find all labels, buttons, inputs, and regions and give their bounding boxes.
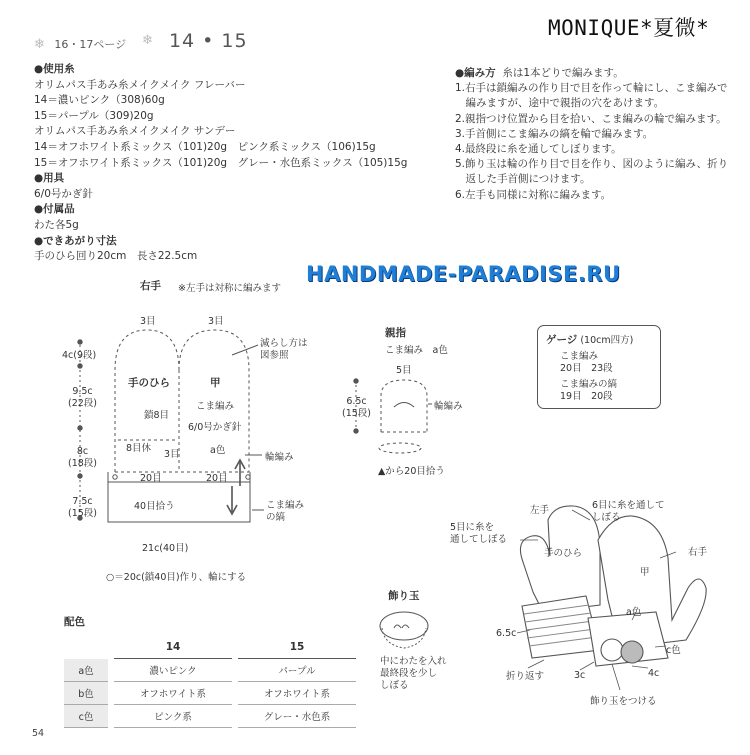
pompom-title: 飾り玉 (388, 590, 420, 602)
top-stitches-left: 3目 (140, 316, 156, 327)
cast-on-note: ○＝20c(鎖40目)作り、輪にする (106, 572, 247, 583)
table-row (64, 659, 359, 682)
tools-value: 6/0号かぎ針 (34, 187, 93, 200)
row-label: b色 (64, 682, 111, 705)
dim-value: 7.5c (72, 496, 93, 507)
yarn-line: オリムパス手あみ糸メイクメイク サンデー (34, 125, 236, 138)
color-table-title: 配色 (64, 616, 85, 628)
gauge-unit: (10cm四方) (580, 335, 634, 346)
mitten-palm: 手のひら (544, 548, 583, 559)
color-a-label: a色 (210, 445, 226, 456)
pick-40-label: 40目拾う (134, 501, 175, 512)
dim-value: 6.5c (346, 396, 367, 407)
symmetry-note: ※左手は対称に編みます (178, 283, 281, 294)
decrease-note-line: 減らし方は (260, 338, 308, 349)
mitten-dim: 6.5c (496, 628, 517, 639)
round-label: 輪編み (265, 452, 294, 463)
dim-4c: 4c(9段) (62, 350, 97, 361)
gauge-stripe: こま編みの縞 (560, 379, 618, 390)
instruction-line: 3.手首側にこま編みの縞を輪で編みます。 (455, 127, 654, 140)
three-stitch-label: 3目 (164, 449, 180, 460)
yarn-line: 15＝パープル（309)20g (34, 109, 154, 122)
instructions-heading: ●編み方 (455, 67, 496, 79)
twenty-right: 20目 (206, 473, 228, 484)
mitten-a-color: a色 (626, 607, 642, 618)
instruction-line: 6.左手も同様に対称に編みます。 (455, 188, 612, 201)
pompom-attach-label: 飾り玉をつける (590, 696, 657, 707)
gauge-stripe-val: 19目 20段 (560, 391, 613, 402)
cell-14: 濃いピンク (111, 659, 235, 682)
yarn-heading: ●使用糸 (34, 63, 75, 75)
thumb-dim (342, 396, 371, 420)
thumb-sub: こま編み a色 (385, 345, 448, 356)
base-width-label: 21c(40目) (142, 543, 189, 554)
notions-heading: ●付属品 (34, 203, 75, 216)
dim-7-5c (68, 496, 97, 520)
mitten-back: 甲 (640, 567, 650, 578)
note-line: 6目に糸を通して (592, 500, 665, 511)
dim-rows: (15段) (68, 508, 98, 519)
tools-heading: ●用具 (34, 172, 65, 185)
cell-15: グレー・水色系 (235, 705, 359, 728)
left-hand-label: 左手 (530, 505, 550, 516)
four-c-label: 4c (648, 668, 660, 679)
note-5 (450, 522, 507, 546)
pompom-note-line: 中にわたを入れ (380, 656, 447, 667)
row-label: a色 (64, 659, 111, 682)
instruction-line: 2.親指つけ位置から目を拾い、こま編みの輪で編みます。 (455, 112, 727, 125)
instruction-line: 4.最終段に糸を通してしぼります。 (455, 143, 622, 156)
size-value: 手のひら回り20cm 長さ22.5cm (34, 250, 198, 263)
pompom-note (380, 656, 447, 692)
watermark: MONIQUE*夏微* (548, 16, 710, 40)
dim-9-5c (68, 386, 97, 410)
right-hand-title: 右手 (140, 280, 161, 292)
instructions-note: 糸は1本どりで編みます。 (502, 67, 624, 79)
chain-8-label: 鎖8目 (144, 410, 170, 421)
table-header-15: 15 (235, 636, 359, 659)
gauge-box (537, 325, 661, 409)
thumb-title: 親指 (385, 327, 406, 339)
back-label: 甲 (210, 377, 221, 389)
instruction-line: 編みますが、途中で親指の穴をあけます。 (455, 97, 665, 110)
stripe-line: の縞 (266, 512, 286, 523)
snowflake-icon: ❄ (142, 33, 154, 48)
size-heading: ●できあがり寸法 (34, 234, 117, 247)
instruction-line: 5.飾り玉は輪の作り目で目を作り、図のように編み、折り (455, 158, 729, 171)
decrease-note-line: 図参照 (260, 350, 289, 361)
pattern-numbers: 14 • 15 (168, 30, 248, 52)
palm-label: 手のひら (128, 377, 170, 389)
gauge-title: ゲージ (546, 334, 578, 346)
instruction-line: 返した手首側につけます。 (455, 173, 591, 186)
mitten-c-color: c色 (666, 645, 681, 656)
thumb-pick: ▲から20目拾う (378, 466, 445, 477)
site-banner: HANDMADE-PARADISE.RU (306, 262, 621, 286)
table-header-blank (64, 636, 111, 659)
dim-value: 8c (76, 446, 89, 457)
table-header-14: 14 (111, 636, 235, 659)
note-line: 5目に糸を (450, 522, 495, 533)
skip-8-label: 8目休 (126, 443, 152, 454)
instruction-line: 1.右手は鎖編みの作り目で目を作って輪にし、こま編みで (455, 82, 728, 95)
dim-rows: (22段) (68, 398, 98, 409)
cell-14: オフホワイト系 (111, 682, 235, 705)
dim-8c (68, 446, 97, 470)
single-crochet-label: こま編み (196, 401, 235, 412)
stripe-line: こま編み (266, 500, 305, 511)
fold-label: 折り返す (506, 671, 545, 682)
stripe-label (266, 500, 304, 524)
table-row (64, 705, 359, 728)
note-6 (592, 500, 665, 524)
three-c-label: 3c (574, 670, 586, 681)
note-line: しぼる (592, 512, 621, 523)
pompom-note-line: しぼる (380, 680, 409, 691)
note-line: 通してしぼる (450, 534, 508, 545)
pompom-note-line: 最終段を少し (380, 668, 438, 679)
thumb-round: 輪編み (434, 401, 463, 412)
color-table (64, 636, 362, 728)
snowflake-icon: ❄ (34, 37, 45, 52)
hook-label: 6/0号かぎ針 (188, 422, 242, 433)
dim-rows: (15段) (342, 408, 372, 419)
yarn-line: 15＝オフホワイト系ミックス（101)20g グレー・水色系ミックス（105)15g (34, 156, 408, 169)
cell-15: パープル (235, 659, 359, 682)
yarn-line: 14＝濃いピンク（308)60g (34, 94, 165, 107)
thumb-five: 5目 (396, 365, 412, 376)
gauge-sc-val: 20目 23段 (560, 363, 613, 374)
cell-15: オフホワイト系 (235, 682, 359, 705)
twenty-left: 20目 (140, 473, 162, 484)
cell-14: ピンク系 (111, 705, 235, 728)
dim-rows: (18段) (68, 458, 98, 469)
dim-value: 9.5c (72, 386, 93, 397)
notions-value: わた各5g (34, 218, 79, 231)
yarn-line: 14＝オフホワイト系ミックス（101)20g ピンク系ミックス（106)15g (34, 140, 376, 153)
top-stitches-right: 3目 (208, 316, 224, 327)
decrease-note (260, 338, 308, 362)
row-label: c色 (64, 705, 111, 728)
yarn-line: オリムパス手あみ糸メイクメイク フレーバー (34, 78, 246, 91)
right-hand-label: 右手 (688, 547, 708, 558)
gauge-sc: こま編み (560, 351, 599, 362)
pages-label: 16・17ページ (54, 38, 127, 51)
table-row (64, 682, 359, 705)
table-header-row (64, 636, 359, 659)
page-number: 54 (32, 728, 45, 739)
